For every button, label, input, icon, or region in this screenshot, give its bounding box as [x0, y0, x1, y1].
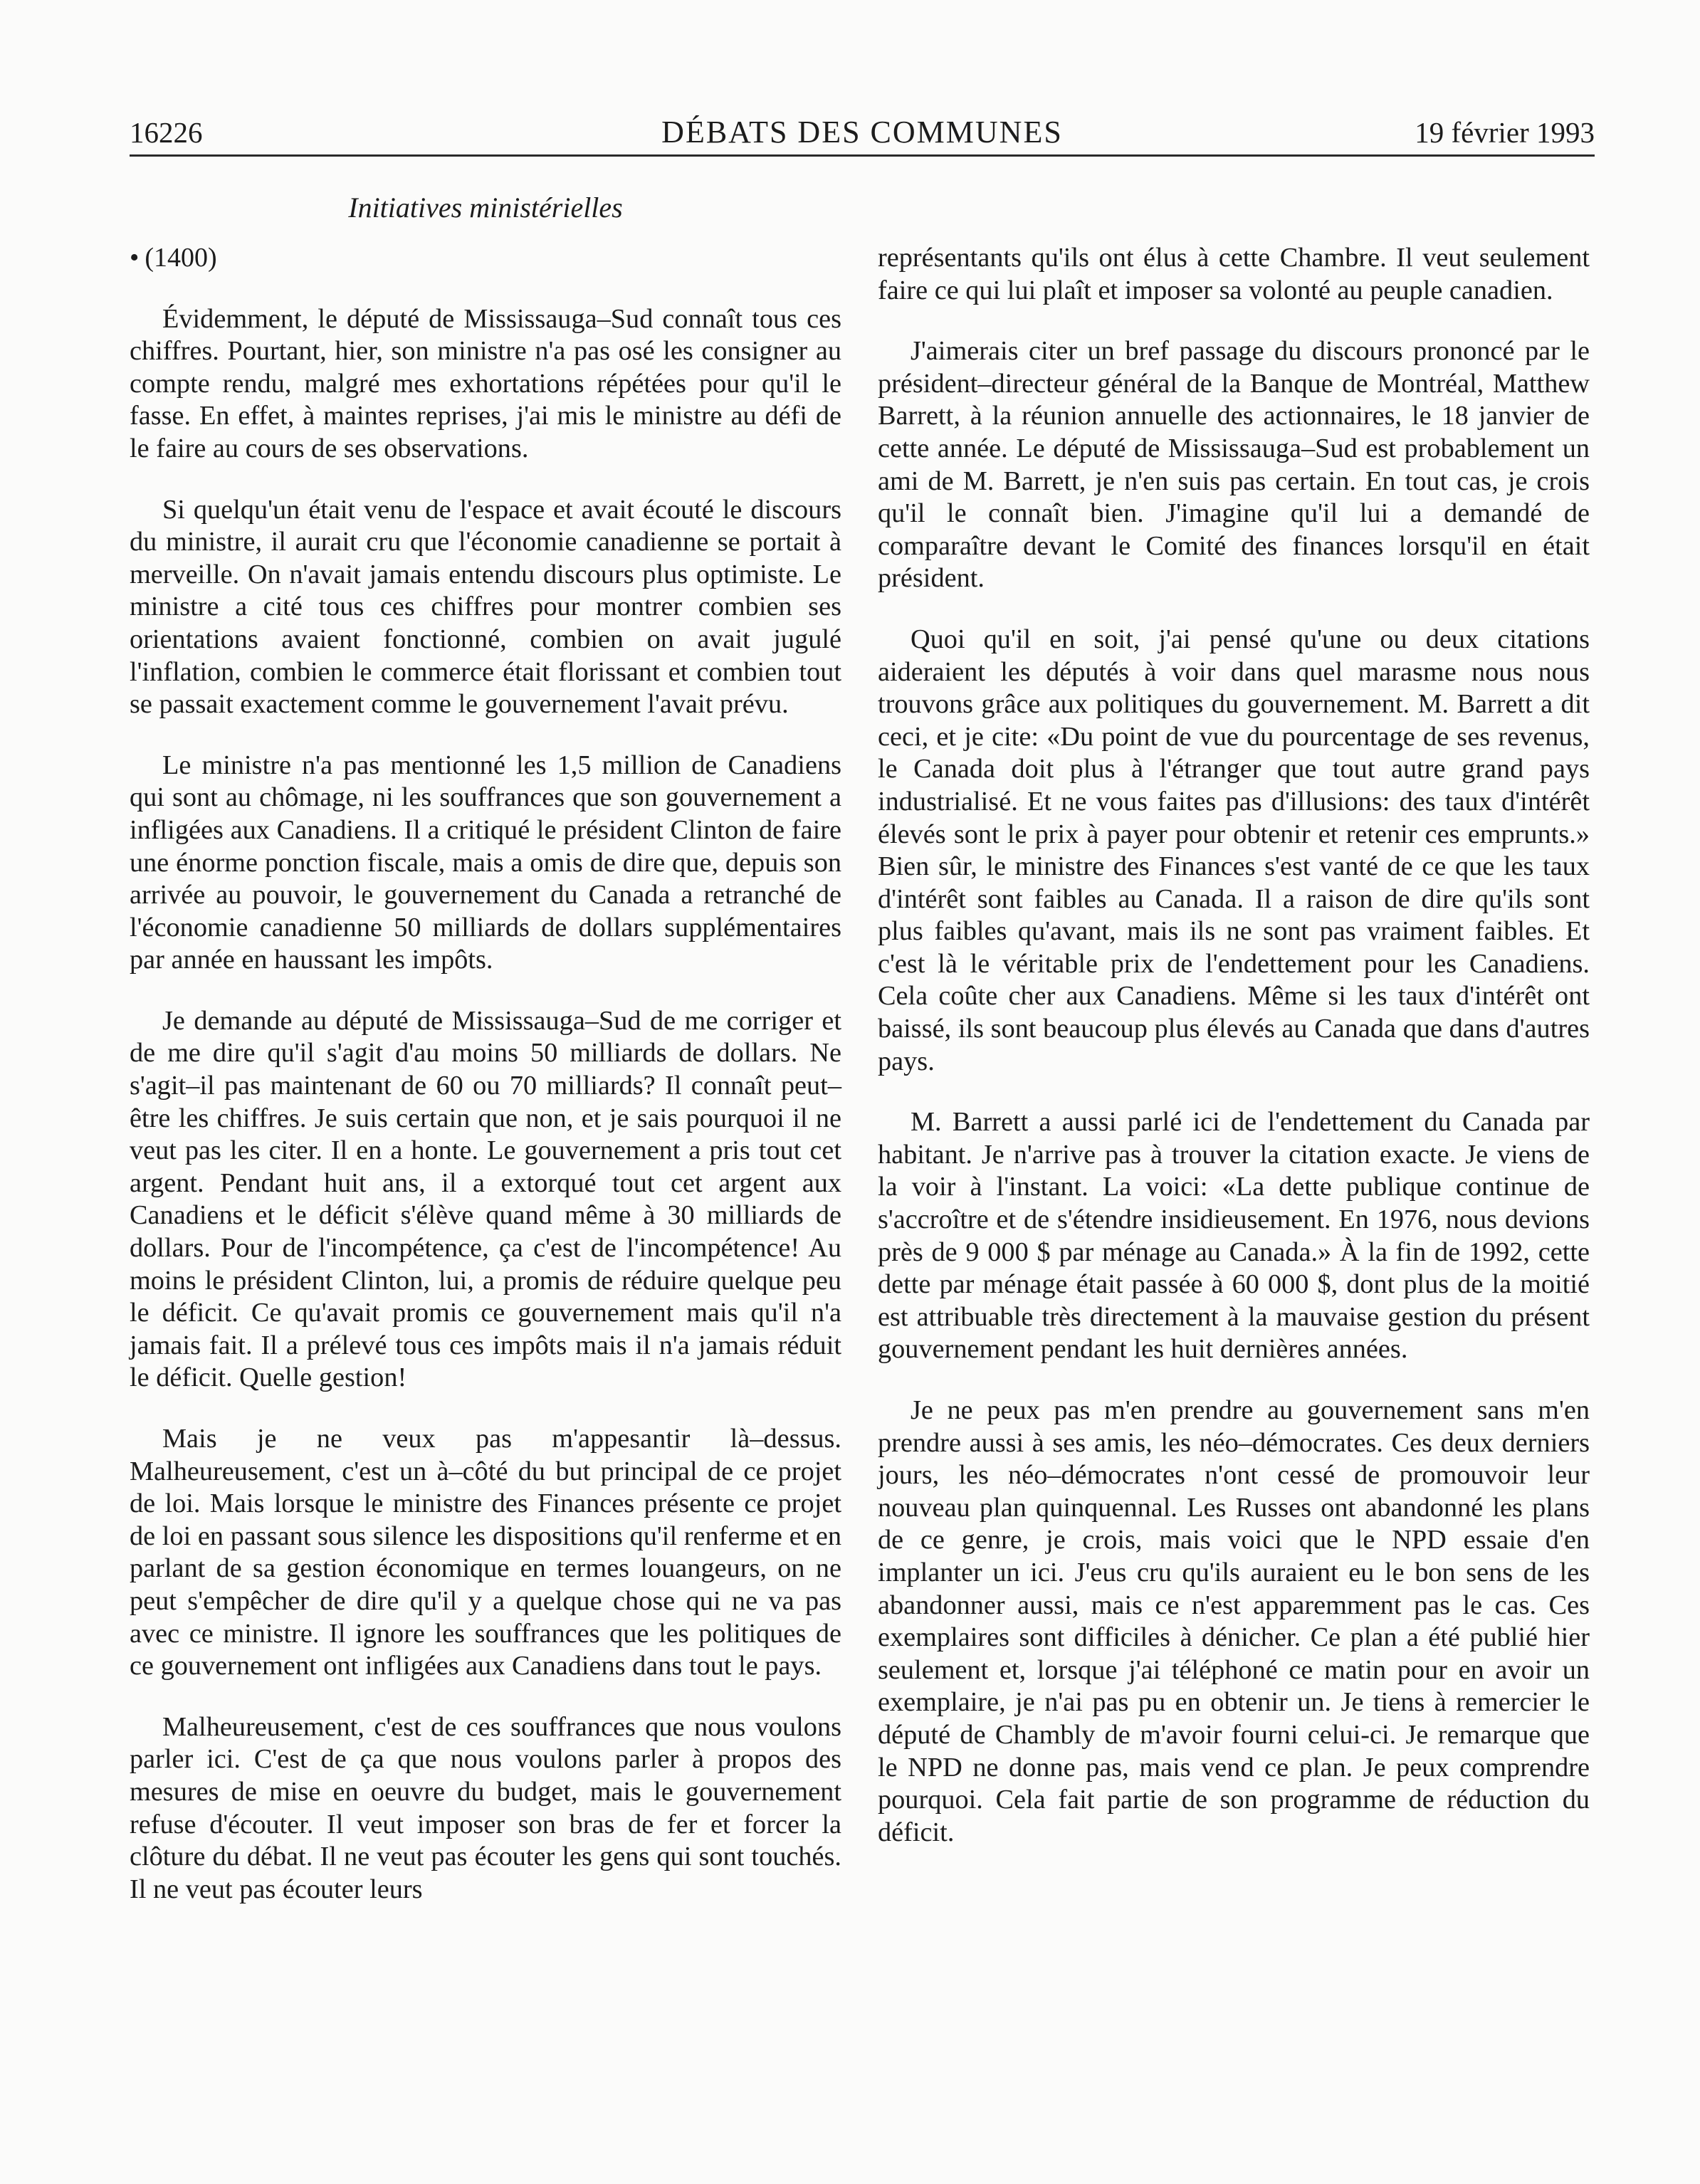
paragraph: J'aimerais citer un bref passage du discours prononcé par le président–directeur général de la Banque de Montréal, Matthew Barrett, à la réunion annuelle des actionnaires, le 18 janvier de cette année. Le député de Mississauga–Sud est probablement un ami de M. Barrett, je n'en suis pas certain. En tout cas, je crois qu'il le connaît bien. J'imagine qu'il lui a demandé de comparaître devant le Comité des finances lorsqu'il en était président.: [878, 336, 1590, 594]
paragraph: Quoi qu'il en soit, j'ai pensé qu'une ou deux citations aideraient les députés à voir dans quel marasme nous nous trouvons grâce aux politiques du gouvernement. M. Barrett a dit ceci, et je cite: «Du point de vue du pourcentage de ses revenus, le Canada doit plus à l'étranger que tout autre grand pays industrialisé. Et ne vous faites pas d'illusions: des taux d'intérêt élevés sont le prix à payer pour obtenir et retenir ces emprunts.» Bien sûr, le ministre des Finances s'est vanté de ce que les taux d'intérêt sont faibles au Canada. Il a raison de dire qu'ils sont plus faibles qu'avant, mais ils ne sont pas vraiment faibles. Et c'est là le véritable prix de l'endettement pour les Canadiens. Cela coûte cher aux Canadiens. Même si les taux d'intérêt ont baissé, ils sont beaucoup plus élevés au Canada que dans d'autres pays.: [878, 624, 1590, 1076]
paragraph: Évidemment, le député de Mississauga–Sud connaît tous ces chiffres. Pourtant, hier, son ministre n'a pas osé les consigner au compte rendu, malgré mes exhortations répétées pour qu'il le fasse. En effet, à maintes reprises, j'ai mis le ministre au défi de le faire au cours de ses observations.: [130, 303, 841, 463]
paragraph: M. Barrett a aussi parlé ici de l'endettement du Canada par habitant. Je n'arrive pas à trouver la citation exacte. Je viens de la voir à l'instant. La voici: «La dette publique continue de s'accroître et de s'étendre insidieusement. En 1976, nous devions près de 9 000 $ par ménage au Canada.» À la fin de 1992, cette dette par ménage était passée à 60 000 $, dont plus de la moitié est attribuable très directement à la mauvaise gestion du présent gouvernement pendant les huit dernières années.: [878, 1107, 1590, 1365]
paragraph: Mais je ne veux pas m'appesantir là–dessus. Malheureusement, c'est un à–côté du but principal de ce projet de loi. Mais lorsque le ministre des Finances présente ce projet de loi en passant sous silence les dispositions qu'il renferme et en parlant de sa gestion économique en termes louangeurs, on ne peut s'empêcher de dire qu'il y a quelque chose qui ne va pas avec ce ministre. Il ignore les souffrances que les politiques de ce gouvernement ont infligées aux Canadiens dans tout le pays.: [130, 1424, 841, 1681]
journal-title: DÉBATS DES COMMUNES: [661, 115, 1063, 149]
right-column: [878, 242, 1590, 1849]
page-date: 19 février 1993: [1415, 116, 1595, 149]
page-number: 16226: [130, 116, 203, 149]
left-column: [130, 242, 841, 1906]
paragraph: Le ministre n'a pas mentionné les 1,5 million de Canadiens qui sont au chômage, ni les souffrances que son gouvernement a infligées aux Canadiens. Il a critiqué le président Clinton de faire une énorme ponction fiscale, mais a omis de dire que, depuis son arrivée au pouvoir, le gouvernement du Canada a retranché de l'économie canadienne 50 milliards de dollars supplémentaires par année en haussant les impôts.: [130, 750, 841, 975]
paragraph-continued: représentants qu'ils ont élus à cette Chambre. Il veut seulement faire ce qui lui plaît et imposer sa volonté au peuple canadien.: [878, 243, 1590, 305]
page-header: [130, 111, 1595, 154]
timestamp: [130, 242, 841, 275]
paragraph: Je ne peux pas m'en prendre au gouvernement sans m'en prendre aussi à ses amis, les néo–démocrates. Ces deux derniers jours, les néo–démocrates n'ont cessé de promouvoir leur nouveau plan quinquennal. Les Russes ont abandonné les plans de ce genre, je crois, mais voici que le NPD essaie d'en implanter un ici. J'eus cru qu'ils auraient eu le bon sens de les abandonner aussi, mais ce n'est apparemment pas le cas. Ces exemplaires sont difficiles à dénicher. Ce plan a été publié hier seulement et, lorsque j'ai téléphoné ce matin pour en avoir un exemplaire, je n'ai pas pu en obtenir un. Je tiens à remercier le député de Chambly de m'avoir fourni celui-ci. Je remarque que le NPD ne donne pas, mais vend ce plan. Je peux comprendre pourquoi. Cela fait partie de son programme de réduction du déficit.: [878, 1395, 1590, 1847]
paragraph: Si quelqu'un était venu de l'espace et avait écouté le discours du ministre, il aurait cru que l'économie canadienne se portait à merveille. On n'avait jamais entendu discours plus optimiste. Le ministre a cité tous ces chiffres pour montrer combien ses orientations avaient fonctionné, combien on avait jugulé l'inflation, combien le commerce était florissant et combien tout se passait exactement comme le gouvernement l'avait prévu.: [130, 494, 841, 720]
header-rule: [130, 154, 1595, 157]
paragraph: Malheureusement, c'est de ces souffrances que nous voulons parler ici. C'est de ça que nous voulons parler à propos des mesures de mise en oeuvre du budget, mais le gouvernement refuse d'écouter. Il veut imposer son bras de fer et forcer la clôture du débat. Il ne veut pas écouter les gens qui sont touchés. Il ne veut pas écouter leurs: [130, 1711, 841, 1904]
bullet-icon: •: [130, 243, 140, 273]
timestamp-time: (1400): [145, 243, 217, 273]
section-label: Initiatives ministérielles: [348, 191, 623, 224]
paragraph: Je demande au député de Mississauga–Sud de me corriger et de me dire qu'il s'agit d'au moins 50 milliards de dollars. Ne s'agit–il pas maintenant de 60 ou 70 milliards? Il connaît peut–être les chiffres. Je suis certain que non, et je sais pourquoi il ne veut pas les citer. Il en a honte. Le gouvernement a pris tout cet argent. Pendant huit ans, il a extorqué tout cet argent aux Canadiens et le déficit s'élève quand même à 30 milliards de dollars. Pour de l'incompétence, ça c'est de l'incompétence! Au moins le président Clinton, lui, a promis de réduire quelque peu le déficit. Ce qu'avait promis ce gouvernement mais qu'il n'a jamais fait. Il a prélevé tous ces impôts mais il n'a jamais réduit le déficit. Quelle gestion!: [130, 1005, 841, 1393]
